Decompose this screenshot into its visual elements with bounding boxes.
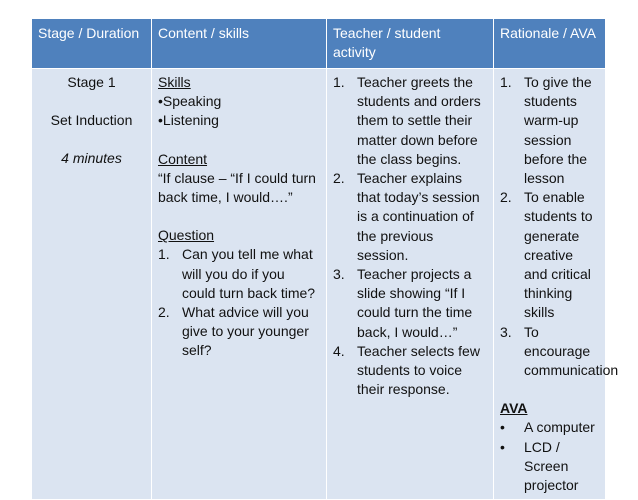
list-item: 1. Can you tell me what will you do if you could turn back time? (158, 246, 316, 301)
header-content-skills: Content / skills (152, 19, 327, 69)
header-stage-duration: Stage / Duration (32, 19, 152, 69)
bullet-icon: • (500, 438, 505, 455)
list-item: • A computer (500, 418, 599, 437)
list-item: 2. Teacher explains that today’s session is a continuation of the previous session. (333, 170, 480, 263)
rationale-cell (494, 69, 619, 500)
activity-cell (327, 69, 494, 500)
content-heading: Content (158, 150, 208, 167)
question-heading: Question (158, 227, 215, 244)
stage-title: Stage 1 (67, 74, 116, 90)
list-item: 4. Teacher selects few students to voice their response. (333, 342, 480, 398)
list-item: • LCD / Screen projector (500, 438, 579, 494)
header-teacher-student-activity: Teacher / student activity (327, 19, 494, 69)
list-item: 2. What advice will you give to your younger self? (158, 304, 309, 359)
skill-item: •Listening (158, 112, 219, 129)
ava-heading: AVA (500, 400, 528, 417)
list-item: 1. To give the students warm-up session before the lesson (500, 74, 592, 187)
stage-cell (32, 69, 152, 500)
list-item: 3. To encourage communication (500, 323, 619, 379)
stage-name: Set Induction (50, 112, 133, 129)
content-text: “If clause – “If I could turn back time, I would….” (158, 169, 316, 206)
question-list (158, 245, 320, 360)
skill-item: •Speaking (158, 93, 222, 110)
skills-heading: Skills (158, 74, 191, 90)
list-item: 3. Teacher projects a slide showing “If I could turn the time back, I would…” (333, 266, 473, 340)
bullet-icon: • (500, 419, 505, 436)
table-header-row (32, 19, 606, 69)
content-cell (152, 69, 327, 500)
ava-list (500, 418, 599, 495)
list-item: 1. Teacher greets the students and orders them to settle their matter down before the class begins. (333, 74, 481, 167)
list-item: 2. To enable students to generate creative and critical thinking skills (500, 189, 593, 321)
rationale-list (500, 73, 619, 380)
lesson-plan-table (31, 18, 619, 500)
stage-duration: 4 minutes (61, 150, 122, 167)
header-rationale-ava: Rationale / AVA (494, 19, 606, 69)
activity-list (333, 73, 487, 399)
table-row (32, 69, 606, 500)
